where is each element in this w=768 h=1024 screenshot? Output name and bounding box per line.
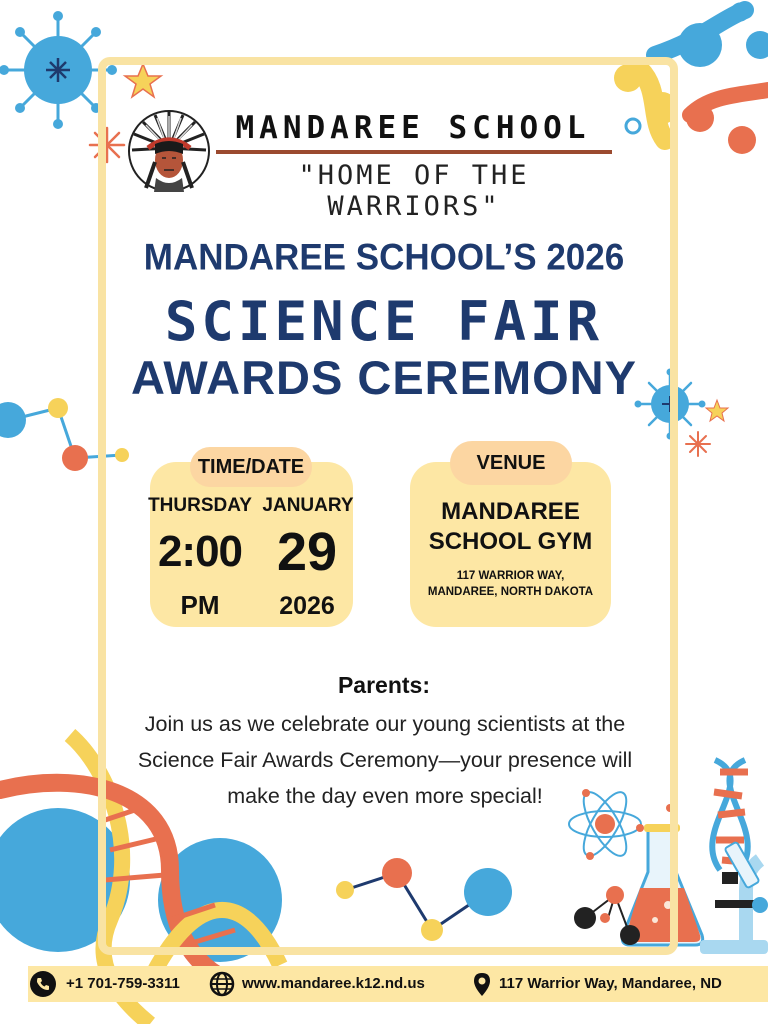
phone-icon <box>30 971 56 997</box>
event-date: 29 <box>276 522 338 582</box>
divider <box>216 150 612 154</box>
contact-footer <box>28 966 768 1002</box>
event-day: THURSDAY <box>148 495 252 516</box>
location-pin-icon <box>469 971 495 997</box>
event-title: SCIENCE FAIR <box>164 290 604 353</box>
school-motto: "HOME OF THE WARRIORS" <box>298 160 530 222</box>
event-subtitle: MANDAREE SCHOOL’S 2026 <box>143 237 625 278</box>
event-title-secondary: AWARDS CEREMONY <box>131 351 637 404</box>
venue-name <box>410 497 611 557</box>
time-date-label: TIME/DATE <box>190 447 312 487</box>
venue-name-line2: SCHOOL GYM <box>428 528 593 555</box>
event-month: JANUARY <box>262 495 354 516</box>
venue-name-line1: MANDAREE <box>441 498 580 525</box>
globe-icon <box>209 971 235 997</box>
message-title: Parents: <box>337 672 431 698</box>
phone-number[interactable]: +1 701-759-3311 <box>66 975 180 992</box>
website-link[interactable]: www.mandaree.k12.nd.us <box>242 975 425 992</box>
warrior-logo <box>128 108 210 194</box>
footer-address: 117 Warrior Way, Mandaree, ND <box>499 975 722 992</box>
headdress-icon <box>129 111 209 192</box>
microscope-icon <box>700 842 768 954</box>
event-year: 2026 <box>279 592 335 620</box>
event-ampm: PM <box>180 590 220 620</box>
venue-address-line1: 117 WARRIOR WAY, <box>456 570 565 582</box>
message-body: Join us as we celebrate our young scientists at the Science Fair Awards Ceremony—your presence will make the day even more special! <box>137 712 633 808</box>
school-name: MANDAREE SCHOOL <box>235 110 591 146</box>
venue-address-line2: MANDAREE, NORTH DAKOTA <box>427 586 594 598</box>
event-time: 2:00 <box>157 527 243 576</box>
venue-address <box>410 568 611 600</box>
venue-label: VENUE <box>450 441 572 485</box>
